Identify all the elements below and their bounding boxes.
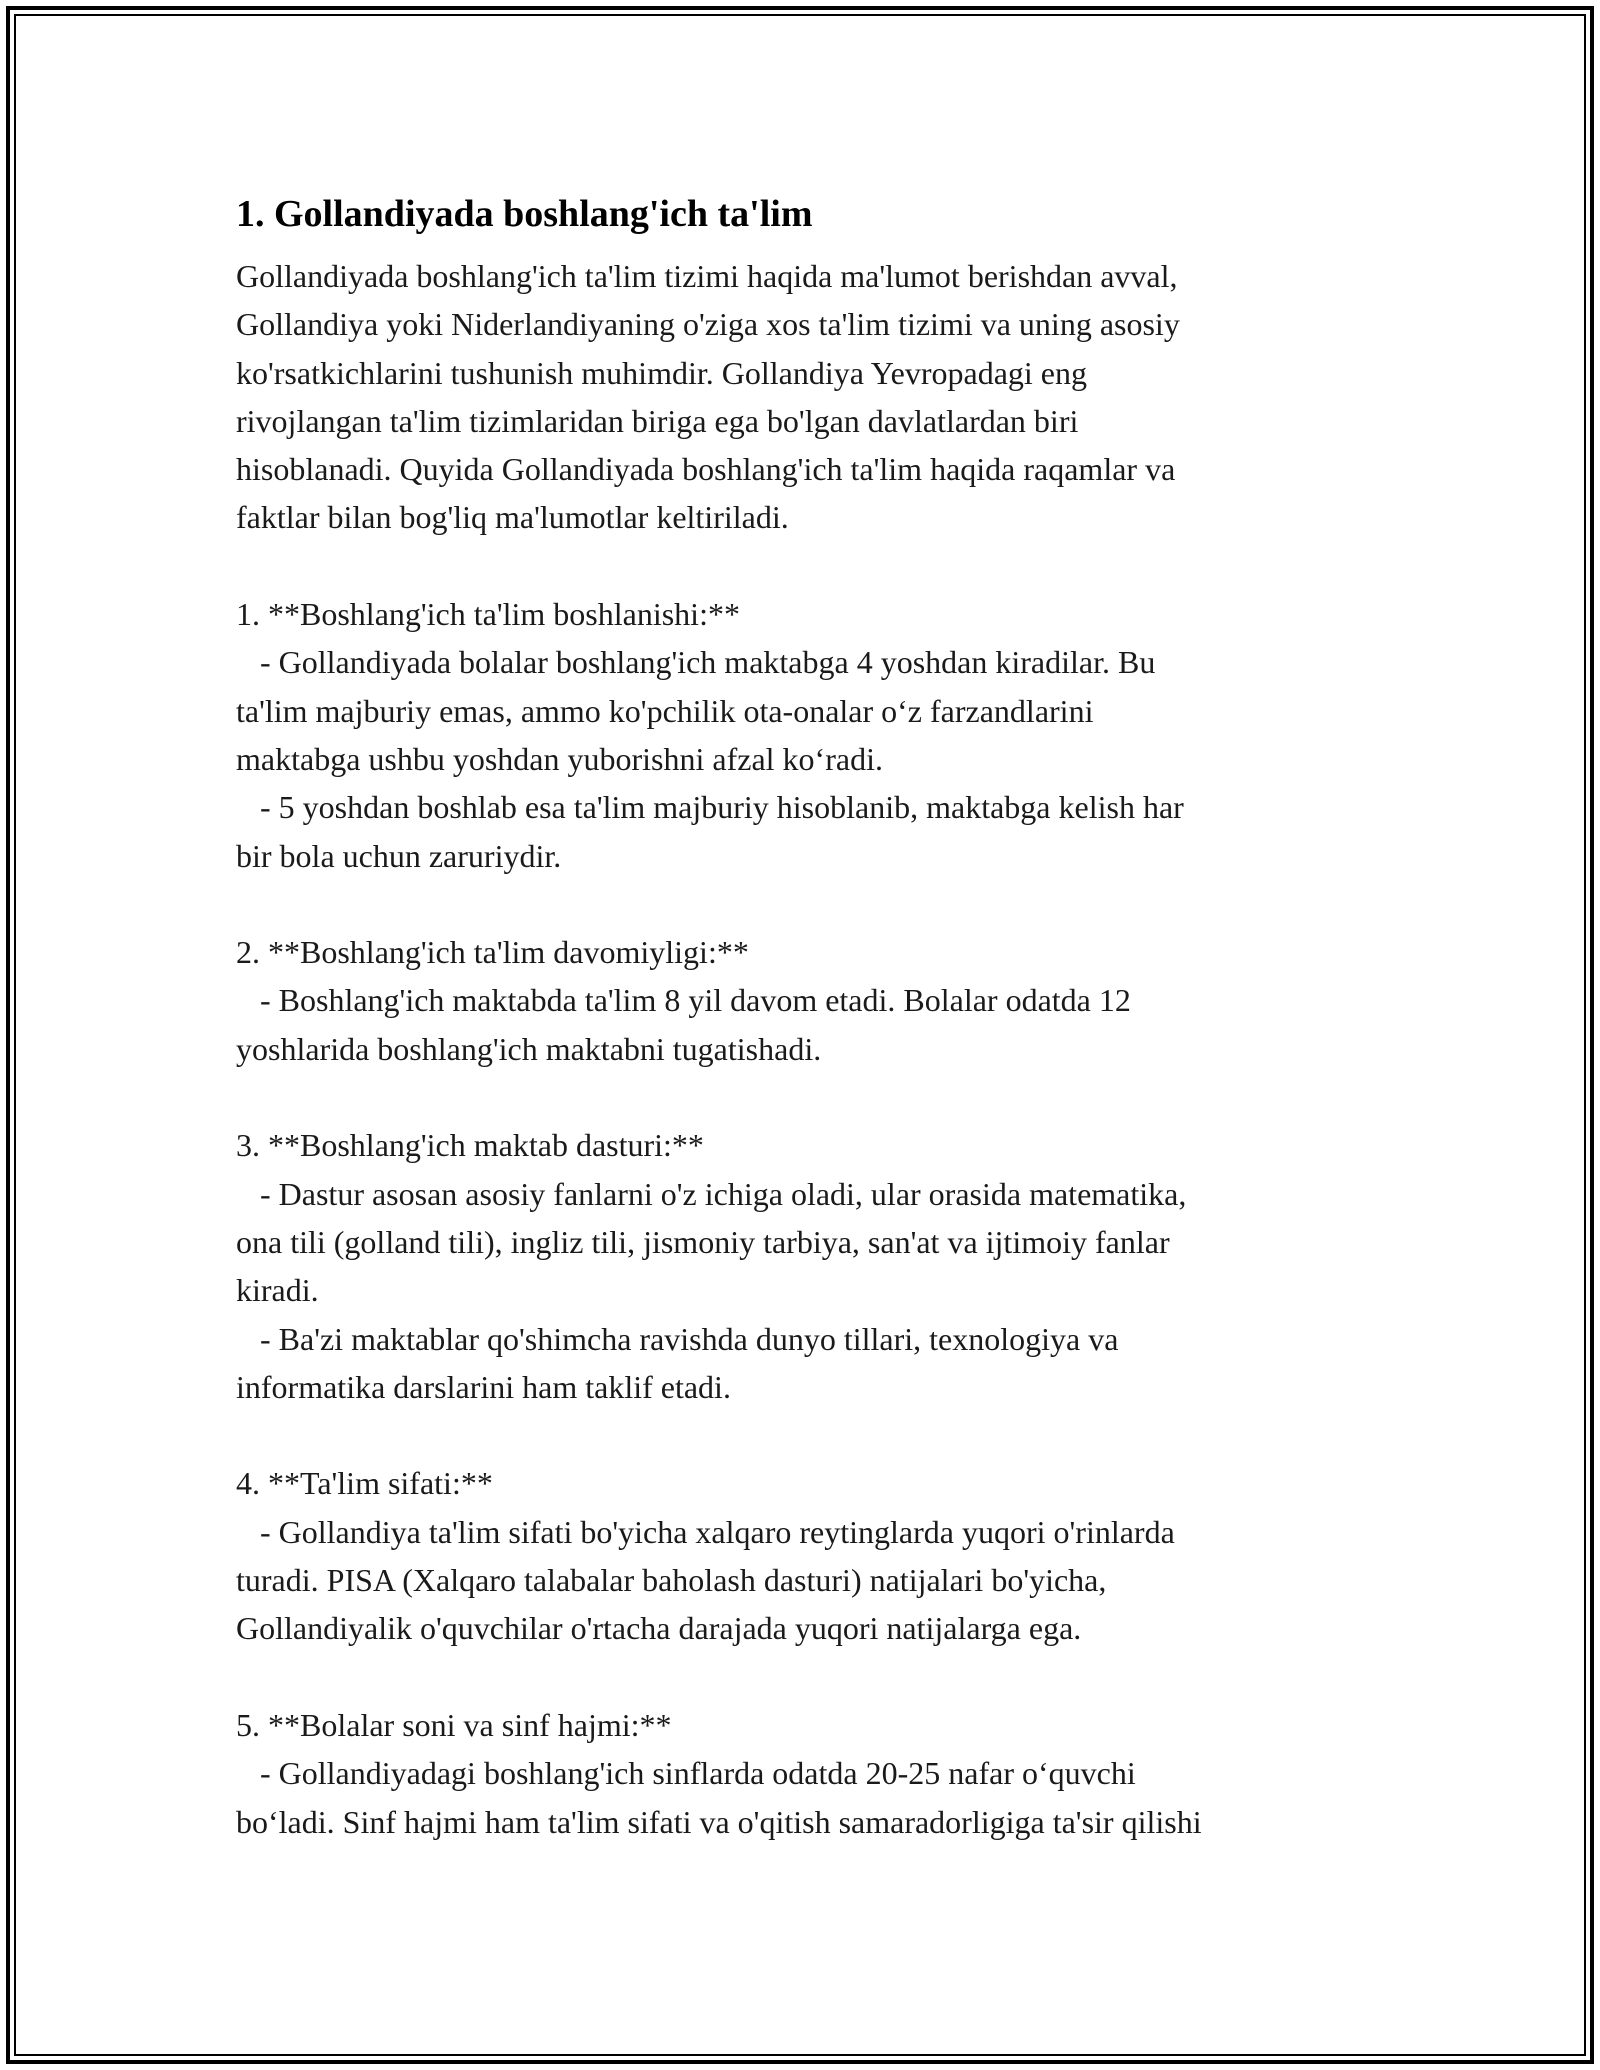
- text-line: Gollandiya yoki Niderlandiyaning o'ziga xos ta'lim tizimi va uning asosiy: [236, 306, 1180, 343]
- blank-line: [236, 1411, 1366, 1459]
- text-line: Gollandiyalik o'quvchilar o'rtacha darajada yuqori natijalarga ega.: [236, 1610, 1082, 1647]
- text-line: bir bola uchun zaruriydir.: [236, 837, 562, 874]
- text-line: kiradi.: [236, 1272, 319, 1309]
- text-line: ta'lim majburiy emas, ammo ko'pchilik ota-onalar o‘z farzandlarini: [236, 692, 1094, 729]
- blank-line: [236, 1073, 1366, 1121]
- text-line: 4. **Ta'lim sifati:**: [236, 1465, 493, 1502]
- blank-line: [236, 880, 1366, 928]
- text-line: - Ba'zi maktablar qo'shimcha ravishda dunyo tillari, texnologiya va: [236, 1320, 1119, 1357]
- document-body: [236, 188, 1366, 1846]
- document-heading: 1. Gollandiyada boshlang'ich ta'lim: [236, 193, 813, 235]
- text-line: - Boshlang'ich maktabda ta'lim 8 yil davom etadi. Bolalar odatda 12: [236, 982, 1131, 1019]
- text-line: Gollandiyada boshlang'ich ta'lim tizimi haqida ma'lumot berishdan avval,: [236, 258, 1178, 294]
- blank-line: [236, 542, 1366, 590]
- document-text: [236, 252, 1366, 1846]
- text-line: hisoblanadi. Quyida Gollandiyada boshlang'ich ta'lim haqida raqamlar va: [236, 451, 1176, 488]
- text-line: - Dastur asosan asosiy fanlarni o'z ichiga oladi, ular orasida matematika,: [236, 1175, 1187, 1212]
- blank-line: [236, 1653, 1366, 1701]
- text-line: - Gollandiyadagi boshlang'ich sinflarda odatda 20-25 nafar o‘quvchi: [236, 1755, 1136, 1792]
- text-line: yoshlarida boshlang'ich maktabni tugatishadi.: [236, 1030, 822, 1067]
- text-line: faktlar bilan bog'liq ma'lumotlar keltiriladi.: [236, 499, 789, 536]
- text-line: maktabga ushbu yoshdan yuborishni afzal ko‘radi.: [236, 740, 883, 777]
- text-line: 2. **Boshlang'ich ta'lim davomiyligi:**: [236, 934, 749, 971]
- text-line: 1. **Boshlang'ich ta'lim boshlanishi:**: [236, 596, 740, 633]
- text-line: 3. **Boshlang'ich maktab dasturi:**: [236, 1127, 704, 1164]
- text-line: 5. **Bolalar soni va sinf hajmi:**: [236, 1706, 672, 1743]
- text-line: - Gollandiya ta'lim sifati bo'yicha xalqaro reytinglarda yuqori o'rinlarda: [236, 1513, 1175, 1550]
- text-line: - 5 yoshdan boshlab esa ta'lim majburiy hisoblanib, maktabga kelish har: [236, 789, 1184, 826]
- text-line: informatika darslarini ham taklif etadi.: [236, 1368, 731, 1405]
- text-line: ko'rsatkichlarini tushunish muhimdir. Gollandiya Yevropadagi eng: [236, 354, 1087, 391]
- text-line: bo‘ladi. Sinf hajmi ham ta'lim sifati va o'qitish samaradorligiga ta'sir qilishi: [236, 1803, 1202, 1840]
- text-line: ona tili (golland tili), ingliz tili, jismoniy tarbiya, san'at va ijtimoiy fanlar: [236, 1223, 1170, 1260]
- text-line: rivojlangan ta'lim tizimlaridan biriga ega bo'lgan davlatlardan biri: [236, 402, 1079, 439]
- text-line: - Gollandiyada bolalar boshlang'ich maktabga 4 yoshdan kiradilar. Bu: [236, 644, 1156, 681]
- text-line: turadi. PISA (Xalqaro talabalar baholash dasturi) natijalari bo'yicha,: [236, 1562, 1107, 1599]
